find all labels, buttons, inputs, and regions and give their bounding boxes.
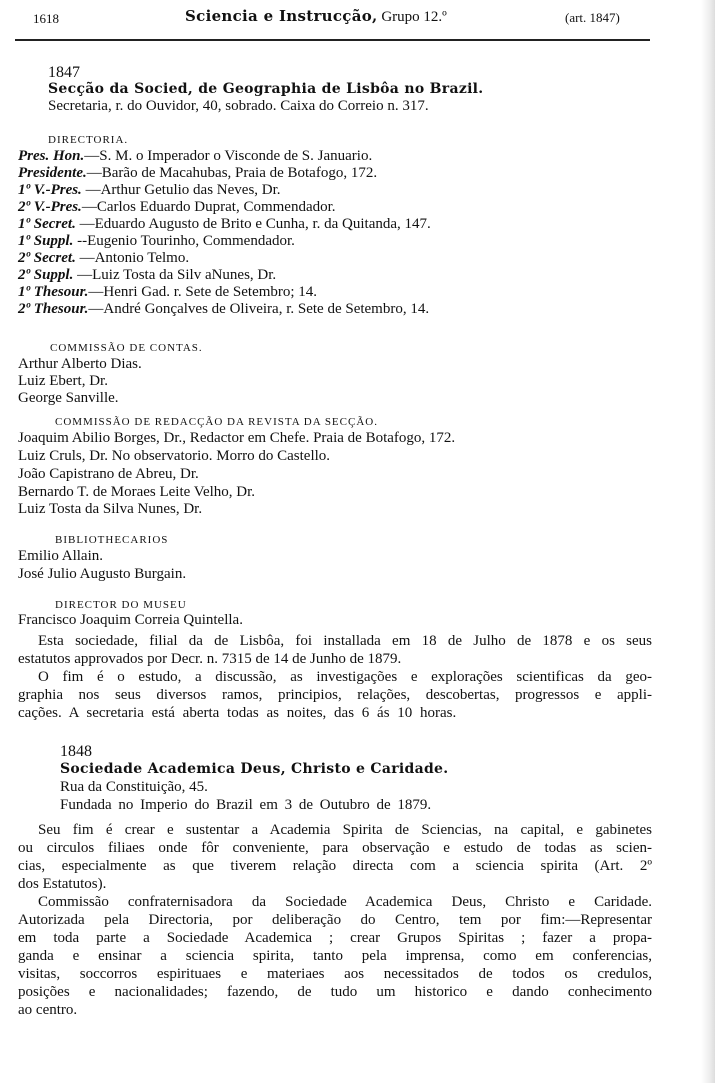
directoria-row [18,199,336,216]
paragraph-line: visitas, soccorros espirituaes e materiaes aos necessitados de todos os credulos, [18,966,652,982]
directoria-row [18,182,281,199]
list-item: Luiz Tosta da Silva Nunes, Dr. [18,501,203,517]
header-rule [15,39,650,41]
paragraph-line: dos Estatutos). [18,876,107,892]
list-item: George Sanville. [18,390,119,406]
paragraph-line: estatutos approvados por Decr. n. 7315 de 14 de Junho de 1879. [18,651,402,667]
header-title: Sciencia e Instrucção, [185,7,378,25]
member-name: —Carlos Eduardo Duprat, Commendador. [81,199,336,215]
paragraph-line: em toda parte a Sociedade Academica ; crear Grupos Spiritas ; fazer a propa- [18,930,652,946]
entry-address: Secretaria, r. do Ouvidor, 40, sobrado. Caixa do Correio n. 317. [48,98,429,114]
member-name: --Eugenio Tourinho, Commendador. [73,233,295,249]
directoria-row [18,165,377,182]
directoria-row [18,148,372,165]
header-article: (art. 1847) [565,10,620,25]
list-item: Emilio Allain. [18,548,103,564]
list-item: Bernardo T. de Moraes Leite Velho, Dr. [18,484,256,500]
member-name: —André Gonçalves de Oliveira, r. Sete de Setembro, 14. [88,301,430,317]
role-label: 1º Suppl. [18,233,74,249]
role-label: 1º Secret. [18,216,76,232]
list-item: José Julio Augusto Burgain. [18,566,187,582]
redaccao-heading: COMMISSÃO DE REDACÇÃO DA REVISTA DA SECÇÃO. [55,416,378,428]
member-name: —Luiz Tosta da Silv aNunes, Dr. [73,267,277,283]
directoria-row [18,250,189,267]
running-header [185,8,447,26]
paragraph-line: cias, especialmente as que tiverem relação directa com a sciencia spirita (Art. 2º [18,858,652,874]
member-name: —Henri Gad. r. Sete de Setembro; 14. [88,284,318,300]
list-item: Arthur Alberto Dias. [18,356,142,372]
page-edge [701,0,715,1083]
list-item: João Capistrano de Abreu, Dr. [18,466,199,482]
entry-address: Rua da Constituição, 45. [60,779,208,795]
list-item: Francisco Joaquim Correia Quintella. [18,612,243,628]
directoria-row [18,284,317,301]
role-label: Pres. Hon. [18,148,85,164]
paragraph-line: posições e nacionalidades; fazendo, de tudo um historico e dando conhecimento [18,984,652,1000]
role-label: 2º Suppl. [18,267,74,283]
paragraph-line: ou circulos filiaes onde fôr conveniente, para observação e estudo de todas as scien- [18,840,652,856]
member-name: —Antonio Telmo. [75,250,190,266]
directoria-row [18,216,431,233]
directoria-row [18,267,276,284]
page-number: 1618 [33,11,59,26]
directoria-heading: DIRECTORIA. [48,134,129,146]
paragraph-line: O fim é o estudo, a discussão, as investigações e explorações scientificas da geo- [38,669,652,685]
paragraph-line: Esta sociedade, filial da de Lisbôa, foi installada em 18 de Julho de 1878 e os seus [38,633,652,649]
entry-number: 1848 [60,743,92,760]
directoria-row [18,301,429,318]
paragraph-line: Autorizada pela Directoria, por deliberação do Centro, tem por fim:—Representar [18,912,652,928]
directoria-row [18,233,295,250]
entry-title: Sociedade Academica Deus, Christo e Caridade. [60,761,449,777]
role-label: 2º V.-Pres. [18,199,82,215]
member-name: —Eduardo Augusto de Brito e Cunha, r. da Quitanda, 147. [75,216,431,232]
role-label: 1º Thesour. [18,284,89,300]
bibliothecarios-heading: BIBLIOTHECARIOS [55,534,169,546]
museu-heading: DIRECTOR DO MUSEU [55,599,187,611]
entry-founded: Fundada no Imperio do Brazil em 3 de Outubro de 1879. [60,797,432,813]
member-name: —S. M. o Imperador o Visconde de S. Januario. [84,148,373,164]
paragraph-line: Commissão confraternisadora da Sociedade Academica Deus, Christo e Caridade. [38,894,652,910]
paragraph-line: graphia nos seus diversos ramos, principios, relações, descobertas, progressos e appli- [18,687,652,703]
paragraph-line: cações. A secretaria está aberta todas as noites, das 6 ás 10 horas. [18,705,457,721]
role-label: 2º Thesour. [18,301,89,317]
member-name: —Barão de Macahubas, Praia de Botafogo, 172. [86,165,378,181]
role-label: 2º Secret. [18,250,76,266]
entry-number: 1847 [48,64,80,81]
entry-title: Secção da Socied, de Geographia de Lisbôa no Brazil. [48,81,484,97]
header-group: Grupo 12.º [381,9,447,25]
list-item: Joaquim Abilio Borges, Dr., Redactor em Chefe. Praia de Botafogo, 172. [18,430,456,446]
member-name: —Arthur Getulio das Neves, Dr. [81,182,281,198]
role-label: Presidente. [18,165,87,181]
paragraph-line: Seu fim é crear e sustentar a Academia Spirita de Sciencias, na capital, e gabinetes [38,822,652,838]
contas-heading: COMMISSÃO DE CONTAS. [50,342,203,354]
paragraph-line: ganda e ensinar a sciencia spirita, tanto pela imprensa, como em conferencias, [18,948,652,964]
list-item: Luiz Cruls, Dr. No observatorio. Morro do Castello. [18,448,331,464]
list-item: Luiz Ebert, Dr. [18,373,108,389]
role-label: 1º V.-Pres. [18,182,82,198]
paragraph-line: ao centro. [18,1002,78,1018]
